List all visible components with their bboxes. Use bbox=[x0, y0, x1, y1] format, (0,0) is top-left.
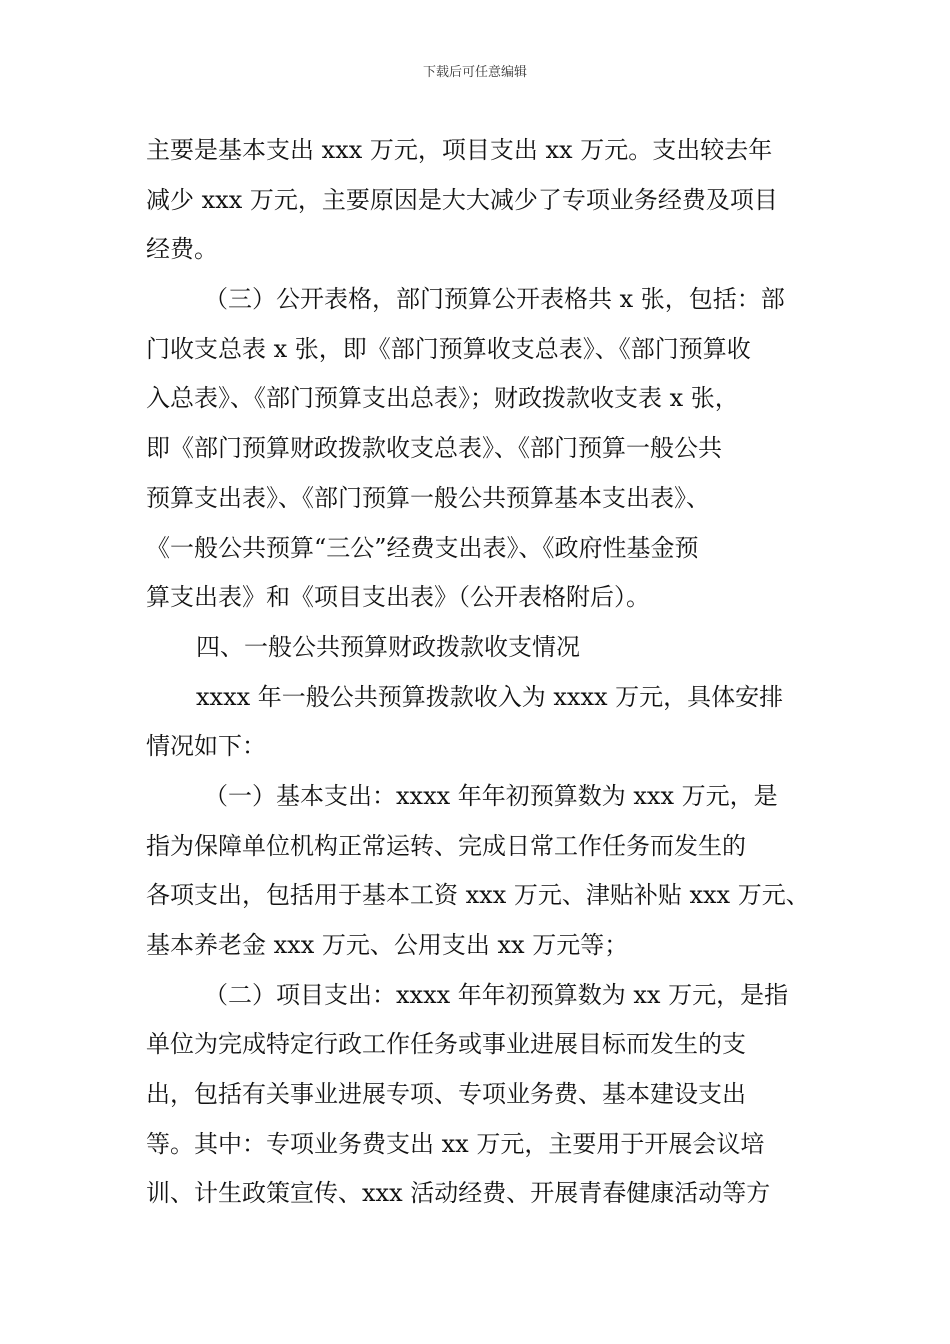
section-heading: 四、一般公共预算财政拨款收支情况 bbox=[196, 632, 580, 661]
text-line: 指为保障单位机构正常运转、完成日常工作任务而发生的 bbox=[146, 831, 746, 860]
text-line: xxxx 年一般公共预算拨款收入为 xxxx 万元，具体安排 bbox=[196, 682, 784, 711]
text-line: 门收支总表 x 张，即《部门预算收支总表》、《部门预算收 bbox=[146, 334, 751, 363]
text-line: 入总表》、《部门预算支出总表》；财政拨款收支表 x 张， bbox=[146, 384, 739, 413]
text-line: （一）基本支出：xxxx 年年初预算数为 xxx 万元，是 bbox=[204, 781, 778, 810]
text-line: 预算支出表》、《部门预算一般公共预算基本支出表》、 bbox=[146, 483, 710, 512]
text-line: 减少 xxx 万元，主要原因是大大减少了专项业务经费及项目 bbox=[146, 185, 778, 214]
text-line: 主要是基本支出 xxx 万元，项目支出 xx 万元。支出较去年 bbox=[146, 136, 773, 164]
text-line: 《一般公共预算“三公”经费支出表》、《政府性基金预 bbox=[146, 533, 699, 562]
text-line: 情况如下： bbox=[146, 732, 266, 761]
text-line: 算支出表》和《项目支出表》（公开表格附后）。 bbox=[146, 583, 650, 612]
text-line: 即《部门预算财政拨款收支总表》、《部门预算一般公共 bbox=[146, 434, 722, 463]
text-line: 单位为完成特定行政工作任务或事业进展目标而发生的支 bbox=[146, 1030, 746, 1059]
text-line: 出，包括有关事业进展专项、专项业务费、基本建设支出 bbox=[146, 1080, 746, 1109]
text-line: 各项支出，包括用于基本工资 xxx 万元、津贴补贴 xxx 万元、 bbox=[146, 881, 810, 910]
document-body bbox=[146, 126, 826, 1219]
text-line: 基本养老金 xxx 万元、公用支出 xx 万元等； bbox=[146, 931, 629, 959]
page-header: 下载后可任意编辑 bbox=[422, 65, 527, 80]
text-line: 训、计生政策宣传、xxx 活动经费、开展青春健康活动等方 bbox=[146, 1179, 771, 1208]
text-line: 经费。 bbox=[146, 235, 218, 264]
text-line: （三）公开表格，部门预算公开表格共 x 张，包括：部 bbox=[204, 285, 785, 314]
text-line: （二）项目支出：xxxx 年年初预算数为 xx 万元，是指 bbox=[204, 980, 789, 1009]
text-line: 等。其中：专项业务费支出 xx 万元，主要用于开展会议培 bbox=[146, 1129, 765, 1158]
